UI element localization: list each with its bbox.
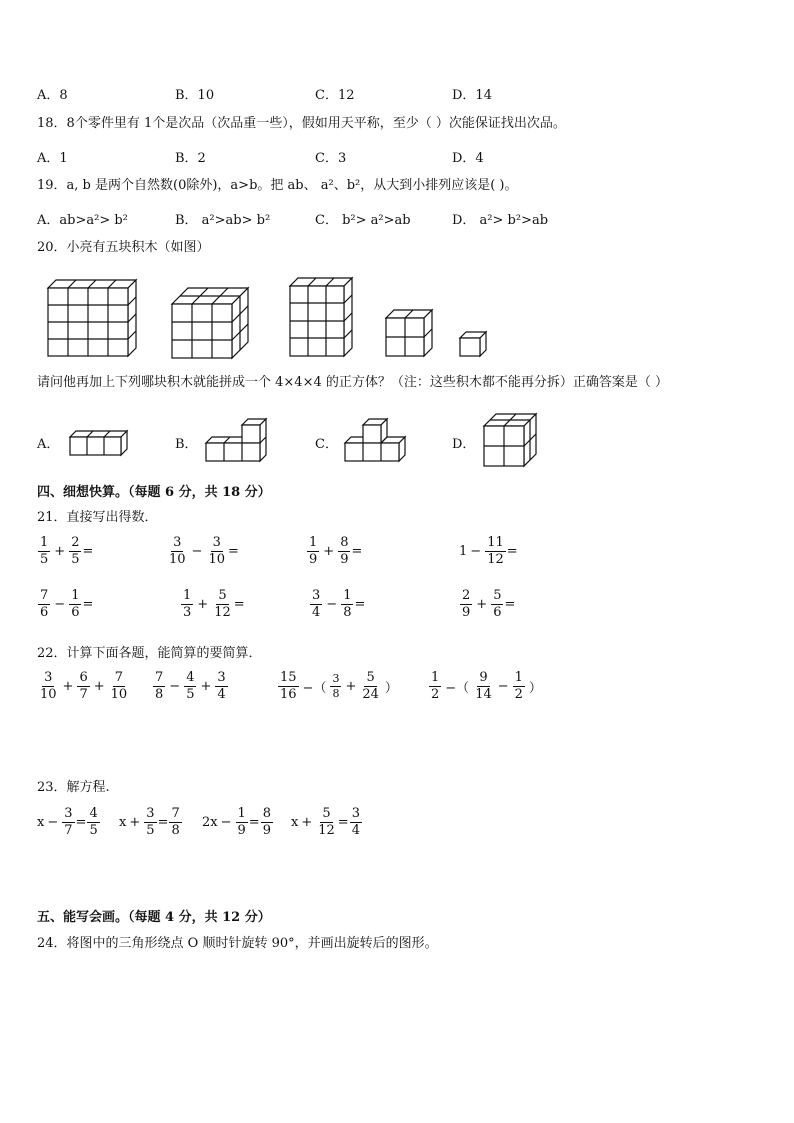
option-d: D．14 [452,88,492,103]
section-5-heading: 五、能写会画。（每题 4 分，共 12 分） [37,910,271,925]
question-18: 18．8个零件里有 1个是次品（次品重一些），假如用天平称，至少（ ）次能保证找出次品。 [37,116,566,131]
q21-expr-5: $\frac{7}{6}$ − $\frac{1}{6}$ = [40,588,94,620]
q21-expr-4: 1 − $\frac{11}{12}$ = [459,535,518,567]
q21-expr-3: $\frac{1}{9}$ + $\frac{8}{9}$ = [309,535,363,567]
block-4 [386,310,432,356]
question-20: 请问他再加上下列哪块积木就能拼成一个 4×4×4 的正方体？（注：这些积木都不能再分拆）正确答案是（ ） [37,375,668,390]
option-d-figure [480,410,542,470]
option-a: A．8 [37,88,68,103]
q22-expr-2: $\frac{7}{8}$ − $\frac{4}{5}$ + $\frac{3}{4}$ [155,670,226,702]
q23-eq-2: x + $\frac{3}{5}$ = $\frac{7}{8}$ [119,806,180,838]
q22-expr-1: $\frac{3}{10}$ + $\frac{6}{7}$ + $\frac{7}{10}$ [40,670,128,702]
question-20-title: 20．小亮有五块积木（如图） [37,240,210,255]
q22-expr-3: $\frac{15}{16}$ −（ $\frac{3}{8}$ + $\frac{5}{24}$ ） [280,670,398,702]
option-c: C．3 [315,151,347,166]
option-b-figure [202,415,272,463]
option-c: C．12 [315,88,355,103]
option-c-figure [341,415,411,463]
option-d: D． a²> b²>ab [452,213,549,228]
option-c: C． [315,437,338,452]
option-b: B．2 [175,151,206,166]
q21-expr-1: $\frac{1}{5}$ + $\frac{2}{5}$ = [40,535,94,567]
q21-expr-7: $\frac{3}{4}$ − $\frac{1}{8}$ = [312,588,366,620]
option-a: A．1 [37,151,68,166]
question-22-title: 22．计算下面各题，能简算的要简算． [37,646,262,661]
option-b: B． [175,437,198,452]
block-1 [48,280,136,356]
option-a-figure [66,427,132,457]
question-21-title: 21．直接写出得数． [37,510,158,525]
section-4-heading: 四、细想快算。（每题 6 分，共 18 分） [37,485,271,500]
q23-eq-1: x − $\frac{3}{7}$ = $\frac{4}{5}$ [37,806,98,838]
five-blocks-figure [40,266,500,361]
option-b: B．10 [175,88,215,103]
q23-eq-4: x + $\frac{5}{12}$ = $\frac{3}{4}$ [291,806,360,838]
question-19: 19．a, b 是两个自然数(0除外)，a>b。把 ab、 a²、b²，从大到小排列应该是( )。 [37,178,518,193]
q23-eq-3: 2x − $\frac{1}{9}$ = $\frac{8}{9}$ [202,806,271,838]
block-3 [290,278,352,356]
option-b: B． a²>ab> b² [175,213,271,228]
block-2 [172,288,248,358]
option-d: D．4 [452,151,484,166]
q21-expr-6: $\frac{1}{3}$ + $\frac{5}{12}$ = [183,588,245,620]
question-24: 24．将图中的三角形绕点 O 顺时针旋转 90°，并画出旋转后的图形。 [37,936,438,951]
option-a: A． [37,437,60,452]
q21-expr-8: $\frac{2}{9}$ + $\frac{5}{6}$ = [462,588,516,620]
q22-expr-4: $\frac{1}{2}$ −（ $\frac{9}{14}$ − $\frac{1}{2}$ ） [431,670,542,702]
q21-expr-2: $\frac{3}{10}$ − $\frac{3}{10}$ = [169,535,239,567]
option-a: A．ab>a²> b² [37,213,128,228]
option-c: C． b²> a²>ab [315,213,411,228]
question-23-title: 23．解方程. [37,780,110,795]
block-5 [460,332,486,356]
option-d: D． [452,437,476,452]
